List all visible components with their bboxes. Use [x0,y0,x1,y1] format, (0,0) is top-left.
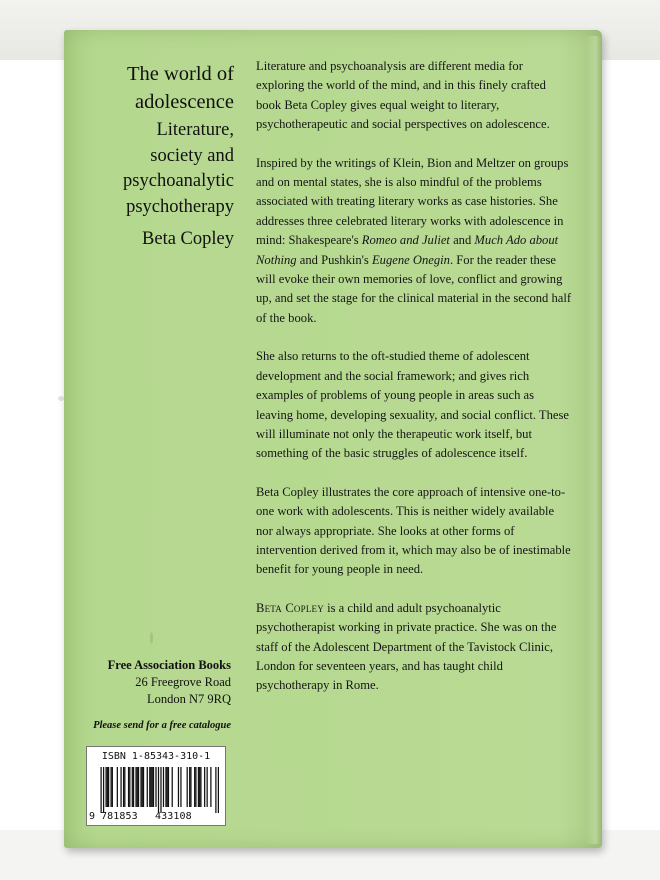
work-title: Romeo and Juliet [361,233,450,248]
publisher-address: 26 Freegrove Road [135,675,231,689]
cover-blemish [150,632,153,644]
barcode-bar [153,767,154,807]
barcode-bar [112,767,113,807]
isbn-text: ISBN 1-85343-310-1 [101,751,211,762]
publisher-address: London N7 9RQ [146,692,231,706]
ean-left-digits: 781853 [101,811,138,822]
barcode-bar [210,767,211,807]
barcode-bar [155,767,156,807]
blurb-text: and Pushkin's [296,252,372,267]
work-title: Much Ado about Nothing [256,233,559,267]
barcode-bar [124,767,125,807]
barcode-bar [120,767,121,807]
blurb-text: and [449,233,475,248]
ean-first-digit: 9 [89,811,96,822]
barcode-bar [200,767,201,807]
barcode-bar [142,767,143,807]
barcode-bar [194,767,195,807]
barcode-bar [165,767,166,807]
barcode-bar [160,767,161,813]
barcode-bar [199,767,200,807]
blurb [256,57,574,715]
barcode-bar [172,767,173,807]
title-line: The world of [126,63,234,85]
barcode-bar [167,767,168,807]
barcode-bar [123,767,124,807]
barcode-bar [152,767,153,807]
bio-text: is a child and adult psychoanalytic psychotherapist working in private practice. She was on the staff of the Adolescent Department of the Tavistock Clinic, London for seventeen years, and has taught child psychotherapy in Rome. [256,600,557,693]
barcode-bar [135,767,136,807]
barcode-bar [129,767,130,807]
barcode-bar [178,767,179,807]
barcode-bar [215,767,216,813]
barcode-bar [143,767,144,807]
barcode-bar [190,767,191,807]
barcode-bar [207,767,208,807]
barcode-bar [100,767,101,813]
subtitle-line: psychotherapy [126,196,234,217]
publisher-name: Free Association Books [107,658,231,672]
blurb-text: Inspired by the writings of Klein, Bion and Meltzer on groups and on mental states, she is also mindful of the problems associated with treating literary works as case histories. She addresses three celebrated literary works with adolescence in mind: Shakespeare's [256,155,569,248]
barcode-bar [189,767,190,807]
barcode-bar [180,767,181,807]
book-author: Beta Copley [142,229,234,249]
ean-right-digits: 433108 [155,811,192,822]
subtitle-line: psychoanalytic [123,171,234,191]
barcode-bar [107,767,108,807]
blurb-paragraph: Beta Copley illustrates the core approach of intensive one-to-one work with adolescents. This is neither widely available nor always appropriate. She looks at other forms of intervention derived from it, which may also be of inestimable benefit for young people in need. [256,484,571,577]
catalogue-note: Please send for a free catalogue [93,720,231,731]
barcode-bar [147,767,148,807]
barcode-bar [218,767,219,813]
barcode-bar [137,767,138,807]
barcode-bar [198,767,199,807]
barcode-bar [117,767,118,807]
barcode-bar [158,767,159,813]
barcode-bar [108,767,109,807]
publisher-info [31,657,231,708]
book-edge [586,36,602,844]
barcode-label [86,746,226,826]
work-title: Eugene Onegin [371,252,450,267]
title-line: adolescence [134,91,234,113]
barcode-icon [93,767,219,813]
bio-author-name: Beta Copley [256,600,324,615]
barcode-bar [128,767,129,807]
subtitle-line: society and [150,145,234,166]
barcode-bar [132,767,133,807]
barcode-bar [105,767,106,807]
blurb-paragraph [256,154,574,329]
barcode-bar [204,767,205,807]
barcode-bar [138,767,139,807]
subtitle-line: Literature, [156,120,234,140]
cover-blemish [58,396,64,401]
blurb-text: . For the reader these will evoke their own memories of love, conflict and growing up, and set the stage for the clinical material in the second half of the book. [256,252,572,325]
barcode-bar [163,767,164,807]
barcode-bar [149,767,150,807]
book-title [34,60,234,116]
barcode-bar [168,767,169,807]
barcode-bar [195,767,196,807]
barcode-bar [133,767,134,807]
book-subtitle [34,118,234,220]
barcode-bar [110,767,111,807]
barcode-bar [103,767,104,813]
blurb-paragraph: Literature and psychoanalysis are different media for exploring the world of the mind, and in this finely crafted book Beta Copley gives equal weight to literary, psychotherapeutic and social perspectives on adolescence. [256,59,550,132]
barcode-bar [187,767,188,807]
author-bio [256,599,574,696]
barcode-bar [150,767,151,807]
blurb-paragraph: She also returns to the oft-studied theme of adolescent development and the social framework; and gives rich examples of problems of young people in areas such as leaving home, developing sexuality, and social conflict. These will illuminate not only the therapeutic work itself, but something of the basic struggles of adolescence itself. [256,349,570,461]
barcode-bar [140,767,141,807]
